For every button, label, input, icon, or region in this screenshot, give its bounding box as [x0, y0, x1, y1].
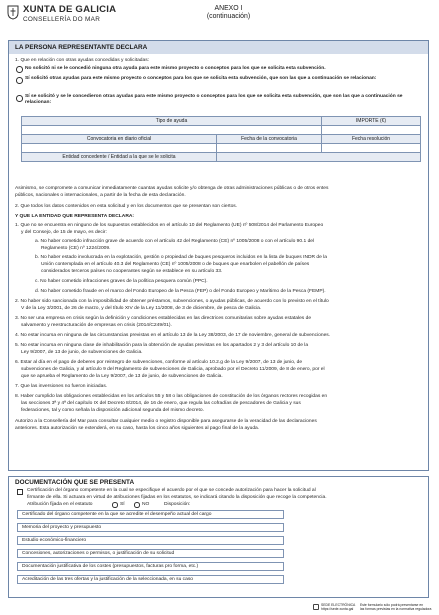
question-1: 1. Que en relación con otras ayudas concedidas y solicitadas:	[15, 58, 150, 63]
entity-q6-line2: subvenciones de Galicia, y al artículo 9 del Reglamento de subvenciones de Galicia, aprobado por el Decreto 11/2009, de 8 de enero, por el	[21, 367, 325, 372]
document-item[interactable]	[17, 523, 284, 532]
electronic-seat-icon	[313, 604, 319, 610]
entity-q1-line2: y del Consejo, de 15 de mayo, es decir:	[21, 230, 107, 235]
entity-qb-line2: Unión contemplada en el artículo 40.3 del Reglamento (CE) nº 1005/2008 o de buques que enarbolen el pabellón de países	[41, 262, 310, 267]
commitment-text-1: Asimismo, se compromete a comunicar inmediatamente cuantas ayudas solicite y/o obtenga de otras administraciones públicas o de otros entes	[15, 186, 329, 191]
document-item-label: Memoria del proyecto y presupuesto	[22, 525, 102, 530]
document-item-label: Acreditación de las tres ofertas y la justificación de la seleccionada, en su caso	[22, 577, 193, 582]
checkbox-certification[interactable]	[17, 489, 23, 495]
aid-table-row	[22, 144, 421, 153]
col-resolution-date: Fecha resolución	[322, 135, 421, 144]
col-amount: IMPORTE (€)	[322, 117, 421, 126]
entity-q1-line1: 1. Que no se encuentra en ninguno de los supuestos establecidos en el artículo 10 del Reglamento (UE) nº 508/2014 del Parlamento Europeo	[15, 223, 324, 228]
authorization-line1: Autorizo a la Consellería del Mar para consultar cualquier medio o registro disponible para asegurarse de la veracidad de las declaraciones	[15, 419, 317, 424]
entity-q4: 4. No estar incursa en ninguna de las circunstancias previstas en el artículo 13 de la Ley 38/2003, de 17 de noviembre, general de subvenciones.	[15, 333, 331, 338]
electronic-seat-label[interactable]	[321, 603, 355, 611]
col-granting-entity: Entidad concedente / Entidad a la que se le solicita	[22, 153, 217, 162]
footer-note-line1: Este formulario sólo podrá presentarse en	[360, 603, 424, 607]
entity-q8-line2: las secciones 3ª y 4ª del capítulo IX del Decreto 8/2014, de 16 de enero, que regula las cofradías de pescadores de Galicia y sus	[21, 401, 301, 406]
org-name: XUNTA DE GALICIA	[23, 4, 117, 15]
documentation-title: DOCUMENTACIÓN QUE SE PRESENTA	[15, 479, 135, 486]
aid-table	[21, 116, 421, 162]
declaration-section	[8, 40, 429, 471]
radio-attribution-no[interactable]	[134, 502, 140, 508]
footer-note-line2: las formas previstas en la normativa reguladora	[360, 607, 432, 611]
entity-q5-line1: 5. No estar incursa en ninguna clase de inhabilitación para la obtención de ayudas previstas en los apartados 2 y 3 del artículo 10 de la	[15, 343, 309, 348]
certification-line2: firmante de ella. Si actuara en virtud de atribuciones fijadas en los estatutos, se indicará citando la disposición que recoge la competencia.	[27, 495, 327, 500]
entity-q2-line1: 2. No haber sido sancionada con la imposibilidad de obtener préstamos, subvenciones, o ayudas públicas, de acuerdo con lo previsto en el título	[15, 299, 329, 304]
electronic-seat-url: https://sede.xunta.gal	[321, 607, 354, 611]
entity-q3-line2: salvamento y reestructuración de empresas en crisis (2014/C249/01).	[21, 323, 172, 328]
aid-table-header-row	[22, 117, 421, 126]
radio-granted-aid[interactable]	[16, 95, 23, 102]
document-item[interactable]	[17, 549, 284, 558]
documentation-section	[8, 476, 429, 598]
document-item[interactable]	[17, 575, 284, 584]
entity-q2-line2: V de la Ley 3/2001, de 26 de marzo, y del título XIV de la Ley 11/2008, de 3 de diciembre, de pesca de Galicia.	[21, 306, 262, 311]
entity-q6-line1: 6. Estar al día en el pago de deberes por reintegro de subvenciones, conforme al artículo 10.2.g de la Ley 9/2007, de 13 de junio, de	[15, 360, 303, 365]
electronic-seat-title: SEDE ELECTRÓNICA	[321, 603, 356, 607]
aid-table-row	[22, 126, 421, 135]
entity-qa-line2: Reglamento (CE) nº 1224/2009.	[41, 246, 111, 251]
entity-qb-line3: considerados terceros países no cooperantes según se establece en su artículo 33.	[41, 269, 223, 274]
document-item-label: Estudio económico-financiero	[22, 538, 87, 543]
entity-q5-line2: Ley 9/2007, de 13 de junio, de subvenciones de Galicia.	[21, 350, 143, 355]
radio-label-granted-aid: Sí se solicitó y se le concedieron otras ayudas para este mismo proyecto o conceptos para los que se solicita esta subvención, que son las que a continuación se relacionan:	[25, 94, 403, 106]
aid-table-header-row-3	[22, 153, 421, 162]
entity-qd: d. No haber cometido fraude en el marco del Fondo Europeo de la Pesca (FEP) o del Fondo Europeo y Marítimo de la Pesca (FEMP).	[35, 289, 326, 294]
xunta-crest-icon	[6, 4, 20, 20]
entity-declares-title: Y QUE LA ENTIDAD QUE REPRESENTA DECLARA:	[15, 214, 135, 219]
radio-label-requested-aid: Sí solicitó otras ayudas para este mismo proyecto o conceptos para los que se solicita esta subvención, que son las que a continuación se relacionan:	[25, 76, 377, 81]
document-item[interactable]	[17, 510, 284, 519]
authorization-line2: anteriores. Esta autorización se extenderá, en su caso, hasta los cinco años siguientes al pago final de la ayuda.	[15, 426, 260, 431]
commitment-text-2: públicos, nacionales o internacionales, a partir de la fecha de esta declaración.	[15, 193, 186, 198]
entity-q7: 7. Que las inversiones no fueron iniciadas.	[15, 384, 108, 389]
attribution-yes-label: SÍ	[120, 502, 125, 507]
document-item-label: Certificado del órgano competente en la que se acredite el desempeño actual del cargo	[22, 512, 212, 517]
col-call-date: Fecha de la convocatoria	[217, 135, 322, 144]
entity-q6-line3: que se aprueba el Reglamento de la Ley 9/2007, de 13 de junio, de subvenciones de Galicia.	[21, 374, 223, 379]
provision-label: Disposición:	[164, 502, 191, 507]
radio-requested-aid[interactable]	[16, 77, 23, 84]
document-item[interactable]	[17, 562, 284, 571]
granting-entity-cell[interactable]	[217, 153, 421, 162]
entity-qb-line1: b. No haber estado involucrada en la explotación, gestión o propiedad de buques pesqueros incluidos en la lista de buques INDR de la	[35, 255, 328, 260]
entity-q8-line1: 8. Haber cumplido las obligaciones establecidas en los artículos 55 y 58 o las obligaciones de constitución de los órganos rectores recogidas en	[15, 394, 328, 399]
attribution-label: Atribución fijada en el estatuto	[27, 502, 93, 507]
col-call-official: Convocatoria en diario oficial	[22, 135, 217, 144]
annex-subtitle: (continuación)	[206, 13, 251, 20]
entity-q3-line1: 3. No ser una empresa en crisis según la definición y condiciones establecidas en las directrices comunitarias sobre ayudas estatales de	[15, 316, 312, 321]
entity-qc: c. No haber cometido infracciones graves de la política pesquera común (PPC).	[35, 279, 208, 284]
footer-note	[360, 603, 431, 611]
certification-line1: Certificación del órgano competente en la cual se especifique el acuerdo por el que se concede autorización para hacer la solicitud al	[27, 488, 316, 493]
annex-label	[196, 5, 261, 21]
radio-label-no-other-aid: No solicitó ni se le concedió ninguna otra ayuda para este mismo proyecto o conceptos para los que se solicita esta subvención.	[25, 66, 326, 71]
col-aid-type: Tipo de ayuda	[22, 117, 322, 126]
radio-attribution-yes[interactable]	[112, 502, 118, 508]
aid-table-header-row-2	[22, 135, 421, 144]
aid-type-cell[interactable]	[22, 126, 322, 135]
aid-amount-cell[interactable]	[322, 126, 421, 135]
question-2: 2. Que todos los datos contenidos en esta solicitud y en los documentos que se presentan son ciertos.	[15, 204, 238, 209]
form-header	[6, 2, 434, 32]
annex-title: ANEXO I	[214, 5, 243, 12]
attribution-no-label: NO	[142, 502, 150, 507]
entity-qa-line1: a. No haber cometido infracción grave de acuerdo con el artículo 42 del Reglamento (CE) nº 1005/2008 o con el artículo 90.1 del	[35, 239, 315, 244]
declaration-title: LA PERSONA REPRESENTANTE DECLARA	[15, 44, 148, 51]
department-name: CONSELLERÍA DO MAR	[23, 16, 101, 23]
document-item[interactable]	[17, 536, 284, 545]
entity-q8-line3: federaciones, tal y como señala la disposición adicional segunda del mismo decreto.	[21, 408, 204, 413]
radio-no-other-aid[interactable]	[16, 66, 23, 73]
resolution-date-cell[interactable]	[322, 144, 421, 153]
document-item-label: Concesiones, autorizaciones o permisos, o justificación de su solicitud	[22, 551, 175, 556]
document-item-label: Documentación justificativa de los costes (presupuestos, facturas pro forma, etc.)	[22, 564, 199, 569]
call-date-cell[interactable]	[217, 144, 322, 153]
call-official-cell[interactable]	[22, 144, 217, 153]
